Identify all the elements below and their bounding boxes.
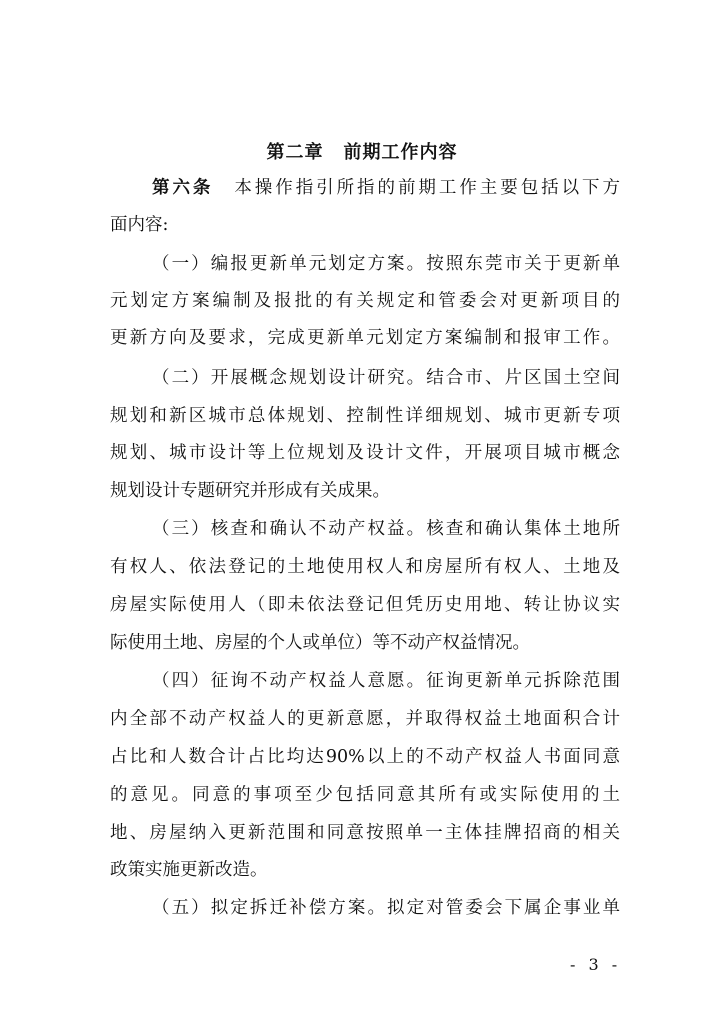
paragraph-line (152, 176, 620, 200)
paragraph-line: 政策实施更新改造。 (110, 860, 268, 880)
chapter-heading (0, 138, 724, 164)
paragraph-line: （四）征询不动产权益人意愿。征询更新单元拆除范围 (152, 671, 620, 691)
article-text: 本操作指引所指的前期工作主要包括以下方 (231, 178, 621, 198)
paragraph-line: 规划和新区城市总体规划、控制性详细规划、城市更新专项 (110, 406, 620, 426)
paragraph-line: 的意见。同意的事项至少包括同意其所有或实际使用的土 (110, 785, 620, 805)
paragraph-line: 有权人、依法登记的土地使用权人和房屋所有权人、土地及 (110, 557, 620, 577)
article-number: 第六条 (152, 178, 214, 198)
paragraph-line: 更新方向及要求，完成更新单元划定方案编制和报审工作。 (110, 328, 620, 348)
paragraph-line: （三）核查和确认不动产权益。核查和确认集体土地所 (152, 519, 620, 539)
paragraph-line: 规划、城市设计等上位规划及设计文件，开展项目城市概念 (110, 443, 620, 463)
paragraph-line: 际使用土地、房屋的个人或单位）等不动产权益情况。 (110, 633, 530, 653)
paragraph-line: 面内容: (110, 215, 169, 235)
chapter-number: 第二章 (266, 142, 324, 163)
paragraph-line: 房屋实际使用人（即未依法登记但凭历史用地、转让协议实 (110, 595, 620, 615)
paragraph-line: （一）编报更新单元划定方案。按照东莞市关于更新单 (152, 254, 620, 274)
paragraph-line: 占比和人数合计占比均达90%以上的不动产权益人书面同意 (110, 747, 620, 767)
page-number: - 3 - (570, 955, 622, 974)
paragraph-line: 元划定方案编制及报批的有关规定和管委会对更新项目的 (110, 291, 620, 311)
chapter-title: 前期工作内容 (343, 142, 458, 163)
paragraph-line: 内全部不动产权益人的更新意愿，并取得权益土地面积合计 (110, 709, 620, 729)
paragraph-line: （二）开展概念规划设计研究。结合市、片区国土空间 (152, 368, 620, 388)
paragraph-line: （五）拟定拆迁补偿方案。拟定对管委会下属企事业单 (152, 898, 620, 918)
paragraph-line: 地、房屋纳入更新范围和同意按照单一主体挂牌招商的相关 (110, 823, 620, 843)
paragraph-line: 规划设计专题研究并形成有关成果。 (110, 481, 390, 501)
